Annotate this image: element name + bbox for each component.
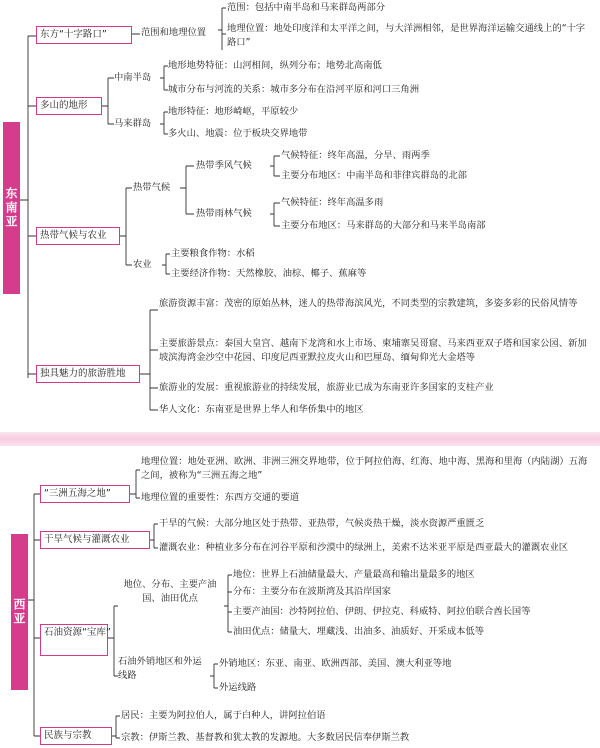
crossroads-box: 东方“十字路口” xyxy=(36,26,132,44)
three-position: 地理位置：地处亚洲、欧洲、非洲三洲交界地带，位于阿拉伯海、红海、地中海、黑海和里海（内陆湖）五海之间，被称为“三洲五海之地” xyxy=(141,456,588,481)
monsoon-area: 主要分布地区：中南半岛和菲律宾群岛的北部 xyxy=(281,170,467,181)
oil-advantages: 油田优点：储量大、埋藏浅、出油多、油质好、开采成本低等 xyxy=(233,626,485,637)
crossroads-sub: 范围和地理位置 xyxy=(141,27,207,38)
arid-agriculture: 灌溉农业：种植业多分布在河谷平原和沙漠中的绿洲上，美索不达米亚平原是西亚最大的灌溉农业区 xyxy=(159,542,569,553)
oil-group-export: 石油外销地区和外运线路 xyxy=(118,656,202,681)
religion: 宗教：伊斯兰教、基督教和犹太教的发源地。大多数居民信奉伊斯兰教 xyxy=(121,732,410,743)
oil-box: 石油资源“宝库” xyxy=(40,624,108,656)
rainforest-feature: 气候特征：终年高温多雨 xyxy=(281,197,384,208)
mountain-box: 多山的地形 xyxy=(36,97,102,115)
tourism-resources: 旅游资源丰富：茂密的原始丛林，迷人的热带海滨风光，不同类型的宗教建筑，多姿多彩的民俗风情等 xyxy=(159,298,578,309)
oil-export-areas: 外销地区：东亚、南亚、欧洲西部、美国、澳大利亚等地 xyxy=(219,658,452,669)
arid-box: 干旱气候与灌溉农业 xyxy=(40,531,150,549)
peninsula-terrain: 地形地势特征：山河相间，纵列分布；地势北高南低 xyxy=(168,60,382,71)
region-label-southeast-asia: 东南亚 xyxy=(3,122,20,294)
malay-label: 马来群岛 xyxy=(114,118,152,129)
three-importance: 地理位置的重要性：东西方交通的要道 xyxy=(141,492,300,503)
region-label-west-asia: 西亚 xyxy=(11,534,28,690)
peninsula-label: 中南半岛 xyxy=(114,72,152,83)
oil-export-routes: 外运线路 xyxy=(219,682,257,693)
three-continents-box: “三洲五海之地” xyxy=(40,485,130,503)
crossroads-range: 范围：包括中南半岛和马来群岛两部分 xyxy=(227,2,386,13)
chinese-culture: 华人文化：东南亚是世界上华人和华侨集中的地区 xyxy=(159,404,364,415)
climate-label: 热带气候 xyxy=(133,182,171,193)
tropical-box: 热带气候与农业 xyxy=(36,227,120,245)
oil-group-status: 地位、分布、主要产油国、油田优点 xyxy=(123,579,217,604)
rainforest-label: 热带雨林气候 xyxy=(196,208,252,219)
oil-producers: 主要产油国：沙特阿拉伯、伊朗、伊拉克、科威特、阿拉伯联合酋长国等 xyxy=(233,606,531,617)
tourism-development: 旅游业的发展：重视旅游业的持续发展，旅游业已成为东南亚许多国家的支柱产业 xyxy=(159,382,494,393)
tourism-spots: 主要旅游景点：泰国大皇宫、越南下龙湾和水上市场、柬埔寨吴哥窟、马来西亚双子塔和国家公园、新加坡滨海湾金沙空中花园、印度尼西亚默拉皮火山和巴厘岛、缅甸仰光大金塔等 xyxy=(159,338,587,363)
monsoon-feature: 气候特征：终年高温，分旱、雨两季 xyxy=(281,150,430,161)
peninsula-city: 城市分布与河流的关系：城市多分布在沿河平原和河口三角洲 xyxy=(168,84,420,95)
residents: 居民：主要为阿拉伯人，属于白种人，讲阿拉伯语 xyxy=(121,710,326,721)
malay-quake: 多火山、地震：位于板块交界地带 xyxy=(168,128,308,139)
agriculture-label: 农业 xyxy=(133,259,152,270)
grain-crops: 主要粮食作物：水稻 xyxy=(171,248,255,259)
cash-crops: 主要经济作物：天然橡胶、油棕、椰子、蕉麻等 xyxy=(171,268,367,279)
crossroads-position: 地理位置：地处印度洋和太平洋之间，与大洋洲相邻，是世界海洋运输交通线上的“十字路口” xyxy=(227,23,586,48)
malay-terrain: 地形特征：地形崎岖，平原较少 xyxy=(168,106,299,117)
oil-status: 地位：世界上石油储量最大、产量最高和输出量最多的地区 xyxy=(233,569,475,580)
arid-climate: 干旱的气候：大部分地区处于热带、亚热带，气候炎热干燥，淡水资源严重匮乏 xyxy=(159,518,485,529)
tourism-box: 独具魅力的旅游胜地 xyxy=(36,365,140,383)
people-box: 民族与宗教 xyxy=(40,727,112,745)
monsoon-label: 热带季风气候 xyxy=(196,160,252,171)
rainforest-area: 主要分布地区：马来群岛的大部分和马来半岛南部 xyxy=(281,220,486,231)
oil-distribution: 分布：主要分布在波斯湾及其沿岸国家 xyxy=(233,586,392,597)
